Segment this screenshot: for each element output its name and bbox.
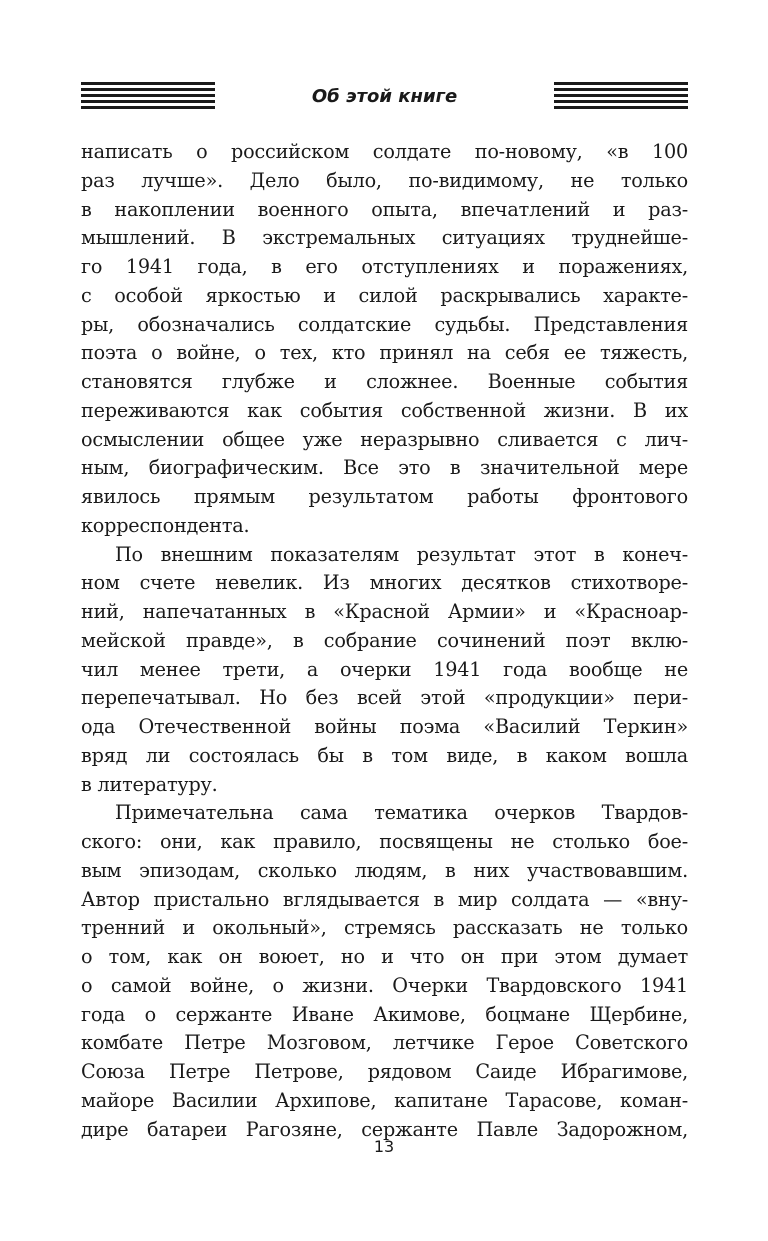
- text-line: корреспондента.: [81, 513, 250, 537]
- running-header-title: Об этой книге: [311, 86, 458, 107]
- text-line: явилось прямым результатом работы фронтового: [81, 485, 688, 508]
- text-line: перепечатывал. Но без всей этой «продукции» пери-: [81, 686, 688, 710]
- running-header: [81, 82, 688, 112]
- text-line: Примечательна сама тематика очерков Твардов-: [115, 801, 688, 825]
- text-line: Автор пристально вглядывается в мир солдата — «вну-: [81, 887, 688, 911]
- text-line: вым эпизодам, сколько людям, в них участвовавшим.: [81, 858, 688, 882]
- text-line: раз лучше». Дело было, по-видимому, не только: [81, 168, 688, 192]
- text-line: в литературу.: [81, 772, 218, 796]
- text-line: ний, напечатанных в «Красной Армии» и «Красноар-: [81, 600, 688, 623]
- text-line: становятся глубже и сложнее. Военные события: [81, 370, 688, 393]
- header-stripes-left: [81, 82, 215, 112]
- text-line: ского: они, как правило, посвящены не столько бое-: [81, 830, 688, 853]
- text-line: вряд ли состоялась бы в том виде, в каком вошла: [81, 743, 688, 767]
- text-line: ным, биографическим. Все это в значительной мере: [81, 456, 688, 480]
- text-line: По внешним показателям результат этот в конеч-: [115, 542, 688, 566]
- body-text: [81, 138, 688, 1144]
- text-line: о том, как он воюет, но и что он при этом думает: [81, 945, 688, 968]
- text-line: с особой яркостью и силой раскрывались характе-: [81, 283, 688, 307]
- text-line: ры, обозначались солдатские судьбы. Представления: [81, 312, 688, 336]
- text-line: о самой войне, о жизни. Очерки Твардовского 1941: [81, 973, 688, 997]
- text-line: написать о российском солдате по-новому, «в 100: [81, 140, 688, 163]
- text-line: дире батареи Рагозяне, сержанте Павле Задорожном,: [81, 1117, 688, 1141]
- paragraph-2: [81, 541, 688, 800]
- text-line: Союза Петре Петрове, рядовом Саиде Ибрагимове,: [81, 1060, 688, 1083]
- text-line: майоре Василии Архипове, капитане Тарасове, коман-: [81, 1088, 688, 1112]
- text-line: в накоплении военного опыта, впечатлений и раз-: [81, 197, 688, 221]
- text-line: тренний и окольный», стремясь рассказать не только: [81, 916, 688, 940]
- text-line: поэта о войне, о тех, кто принял на себя ее тяжесть,: [81, 341, 688, 365]
- header-stripes-right: [554, 82, 688, 112]
- text-line: мейской правде», в собрание сочинений поэт вклю-: [81, 628, 688, 652]
- text-line: переживаются как события собственной жизни. В их: [81, 398, 688, 422]
- text-line: комбате Петре Мозговом, летчике Герое Советского: [81, 1031, 688, 1055]
- text-line: осмыслении общее уже неразрывно сливается с лич-: [81, 427, 688, 451]
- text-line: чил менее трети, а очерки 1941 года вообще не: [81, 657, 688, 681]
- paragraph-1: [81, 138, 688, 541]
- text-line: мышлений. В экстремальных ситуациях труднейше-: [81, 226, 688, 250]
- paragraph-3: [81, 799, 688, 1144]
- text-line: ном счете невелик. Из многих десятков стихотворе-: [81, 571, 688, 595]
- text-line: го 1941 года, в его отступлениях и поражениях,: [81, 255, 688, 278]
- text-line: ода Отечественной войны поэма «Василий Теркин»: [81, 715, 688, 738]
- page-number: 13: [373, 1137, 395, 1156]
- text-line: года о сержанте Иване Акимове, боцмане Щербине,: [81, 1002, 688, 1026]
